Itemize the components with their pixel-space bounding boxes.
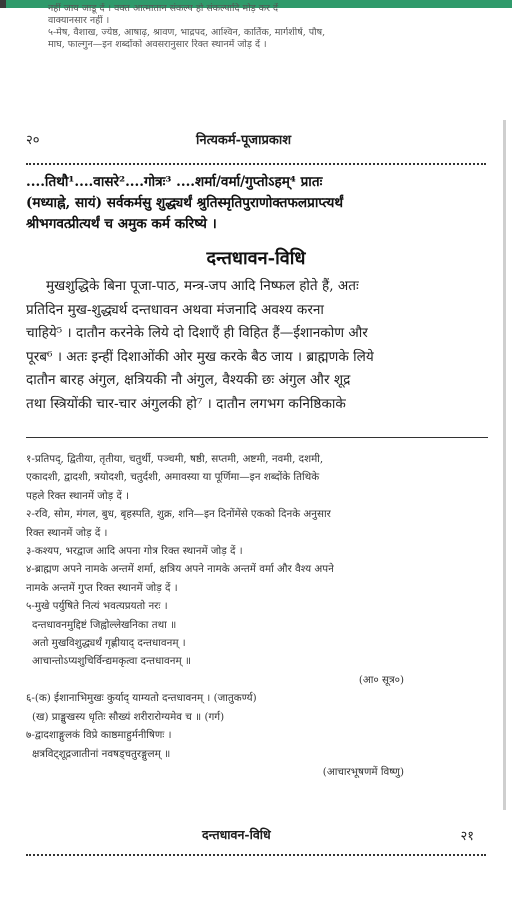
fragment-line: नहीं जाय जाडू दें । वक्त आत्मातान संकल्प हो संकल्पादि मोड़ कर दें xyxy=(48,3,279,14)
footnote-verse-line: क्षत्रविट्शूद्रजातीनां नवषड्चतुरङ्गुलम् ॥ xyxy=(32,747,171,760)
body-paragraph xyxy=(26,275,490,416)
status-bar-right xyxy=(498,0,512,8)
footnote-attribution: (आचारभूषणमें विष्णु) xyxy=(322,765,404,778)
footnote-verse-line: अतो मुखविशुद्ध्यर्थं गृह्णीयाद् दन्तधावनम् । xyxy=(32,637,186,650)
footnote-verse-line: आचान्तोऽप्यशुचिर्विन्द्यमकृत्वा दन्तधावनम् ॥ xyxy=(32,655,192,668)
footnote-line: ४-ब्राह्मण अपने नामके अन्तमें शर्मा, क्षत्रिय अपने नामके अन्तमें वर्मा और वैश्य अपने xyxy=(26,563,334,576)
page-header xyxy=(26,130,486,148)
scrollbar[interactable] xyxy=(503,120,506,810)
sankalpa-line: (मध्याह्ने, सायं) सर्वकर्मसु शुद्ध्यर्थं श्रुतिस्मृतिपुराणोक्तफलप्राप्त्यर्थं xyxy=(26,195,344,211)
footnote-rule xyxy=(26,437,488,438)
body-line: तथा स्त्रियोंकी चार-चार अंगुलकी हो⁷ । दातौन लगभग कनिष्ठिकाके xyxy=(26,395,346,412)
footnote-line: (ख) प्राङ्मुखस्य धृतिः सौख्यं शरीरारोग्यमेव च ॥ (गर्ग) xyxy=(32,710,225,723)
section-title: दन्तधावन-विधि xyxy=(206,248,306,269)
fragment-line: माघ, फाल्गुन—इन शब्दोंको अवसरानुसार रिक्त स्थानमें जोड़ दें । xyxy=(48,39,267,50)
sankalpa-line: ....तिथौ¹....वासरे²....गोत्रः³ ....शर्मा/वर्मा/गुप्तोऽहम्⁴ प्रातः xyxy=(26,174,323,190)
next-page-number: २१ xyxy=(460,829,474,844)
footnotes xyxy=(26,450,490,781)
fragment-line: वाक्यानसार नहीं । xyxy=(48,15,110,26)
footnote-verse-line: ७-द्वादशाङ्गुलकं विप्रे काष्ठमाहुर्मनीषिणः । xyxy=(26,729,172,742)
footnote-attribution: (आ० सूत्र०) xyxy=(358,673,404,686)
fragment-line: ५-मेष, वैशाख, ज्येष्ठ, आषाढ़, श्रावण, भाद्रपद, आश्विन, कार्तिक, मार्गशीर्ष, पौष, xyxy=(48,27,326,38)
previous-page-fragment xyxy=(48,3,498,51)
footnote-line: एकादशी, द्वादशी, त्रयोदशी, चतुर्दशी, अमावस्या या पूर्णिमा—इन शब्दोंके तिथिके xyxy=(26,471,320,484)
dotted-divider xyxy=(26,854,486,856)
footnote-verse-line: ५-मुखे पर्युषिते नित्यं भवत्यप्रयतो नरः । xyxy=(26,600,168,613)
body-line: दातौन बारह अंगुल, क्षत्रियकी नौ अंगुल, वैश्यकी छः अंगुल और शूद्र xyxy=(26,372,351,388)
footnote-line: रिक्त स्थानमें जोड़ दें । xyxy=(26,526,108,539)
footnote-line: पहले रिक्त स्थानमें जोड़ दें । xyxy=(26,489,130,502)
body-line: मुखशुद्धिके बिना पूजा-पाठ, मन्त्र-जप आदि निष्फल होते हैं, अतः xyxy=(46,278,359,294)
body-line: चाहिये⁵ । दातौन करनेके लिये दो दिशाएँ ही विहित हैं—ईशानकोण और xyxy=(26,325,368,341)
sankalpa-line: श्रीभगवत्प्रीत्यर्थं च अमुक कर्म करिष्ये । xyxy=(26,216,217,232)
footnote-line: ३-कश्यप, भरद्वाज आदि अपना गोत्र रिक्त स्थानमें जोड़ दें । xyxy=(26,545,243,558)
footnote-line: २-रवि, सोम, मंगल, बुध, बृहस्पति, शुक्र, शनि—इन दिनोंमेंसे एकको दिनके अनुसार xyxy=(26,508,331,521)
dotted-divider xyxy=(26,163,486,165)
footnote-line: ६-(क) ईशानाभिमुखः कुर्याद् याम्यतो दन्तधावनम् । (जातुकर्ण्य) xyxy=(26,692,257,705)
next-running-title: दन्तधावन-विधि xyxy=(202,827,271,842)
body-line: पूरब⁶ । अतः इन्हीं दिशाओंकी ओर मुख करके बैठ जाय । ब्राह्मणके लिये xyxy=(26,348,374,365)
status-bar-left xyxy=(0,0,6,8)
page-number: २० xyxy=(26,133,40,148)
next-page-header xyxy=(26,826,486,844)
running-title: नित्यकर्म-पूजाप्रकाश xyxy=(196,133,292,148)
footnote-verse-line: दन्तधावनमुद्दिष्टं जिह्वोल्लेखनिका तथा ॥ xyxy=(32,618,177,631)
body-line: प्रतिदिन मुख-शुद्ध्यर्थ दन्तधावन अथवा मंजनादि अवश्य करना xyxy=(26,301,324,318)
footnote-line: नामके अन्तमें गुप्त रिक्त स्थानमें जोड़ दें । xyxy=(26,581,178,594)
footnote-line: १-प्रतिपद्, द्वितीया, तृतीया, चतुर्थी, पञ्चमी, षष्ठी, सप्तमी, अष्टमी, नवमी, दशमी, xyxy=(26,453,324,465)
sankalpa-text xyxy=(26,172,488,235)
